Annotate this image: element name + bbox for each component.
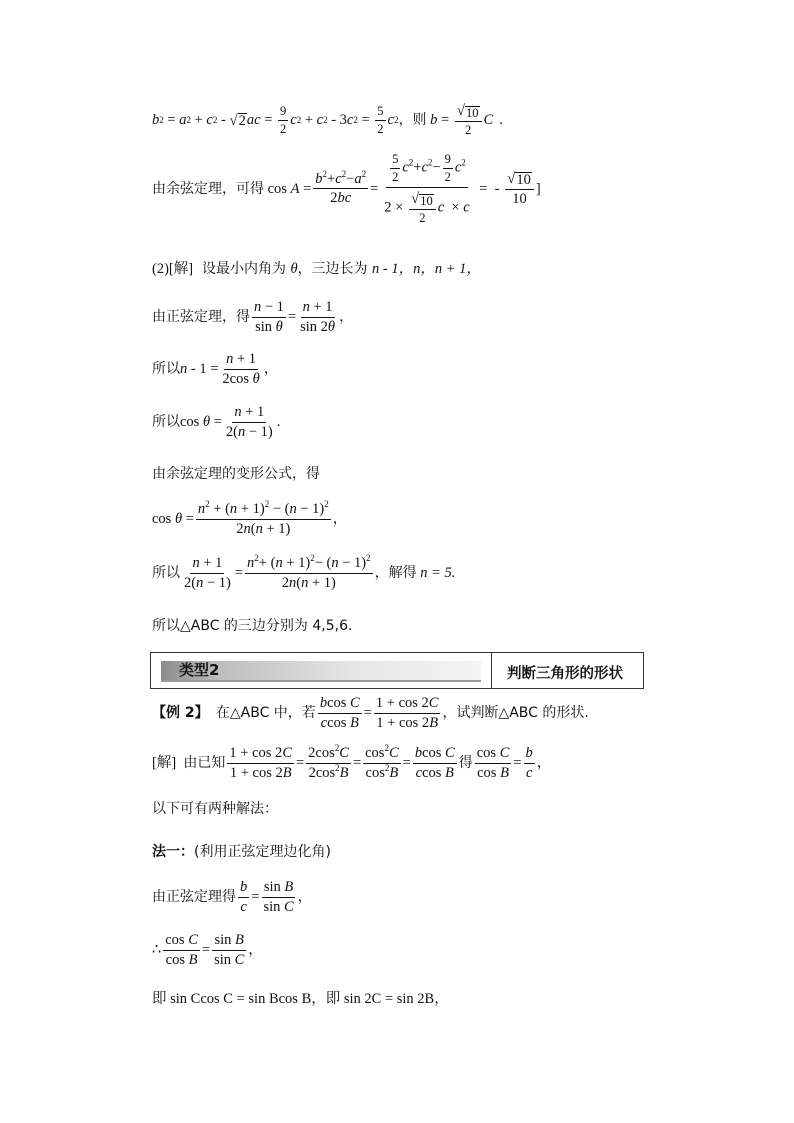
eq-line-4: 由正弦定理，得 $\frac{n - 1}{\text{sin θ}}$ = $\frac{n + 1}{\sin 2\theta}$ ，: [152, 299, 354, 335]
text: n = 5.: [420, 564, 456, 581]
text: 即 sin Ccos C = sin Bcos B，即 sin 2C = sin 2B，: [152, 991, 449, 1007]
text: ]: [535, 180, 541, 197]
eq-line-6: 所以 cos θ = $\frac{n + 1}{2(n - 1)}$ .: [152, 404, 281, 440]
text: .: [499, 112, 503, 128]
text-line-3: (2)[解] 设最小内角为 θ ，三边长为 n - 1，n，n + 1，: [152, 261, 481, 278]
eq-line-9: 所以 $\frac{n + 1}{2(n - 1)}$ = $\frac{n^2+ (n + 1)^2- (n - 1)^2}{2n(n + 1)}$ ，解得 n = 5.: [152, 553, 456, 591]
text: ，: [332, 510, 348, 527]
method-label: 法一：: [152, 844, 194, 860]
eq-line-s3: [152, 992, 449, 1007]
text: 以下可有两种解法：: [152, 801, 278, 817]
method-1-title: [152, 845, 331, 859]
eq-line-2: 由余弦定理，可得 cos A = $\frac{b^2+c^2-a^2}{2bc}$ = $\frac{5}{2}$ $c^2+c^2-$ $\frac{9}{2}$ $c^2$ 2 × √ 10 2 c × c = - √ 10 10 ]: [152, 152, 541, 225]
text: 所以△ABC 的三边分别为 4,5,6.: [152, 618, 353, 634]
eq-line-1: b 2 = a 2 + c 2 - √ 2 ac = $\frac{9}{2}$ c 2 + c 2 - 3 c 2 = $\frac{5}{2}$ c 2 ，则 b = √ 10 2 C .: [152, 103, 503, 137]
text: 在△ABC 中，若: [215, 705, 316, 721]
text: ，: [297, 888, 313, 905]
eq-line-s1: 由正弦定理得 $\frac{b}{c}$ = $\frac{\text{sin B}}{\text{sin C}}$ ，: [152, 879, 313, 915]
text: 得: [458, 755, 473, 771]
text: ，: [248, 941, 263, 958]
text: ，: [536, 754, 552, 771]
text: ，解得: [374, 565, 417, 581]
text: ，则: [398, 112, 427, 129]
text: 由余弦定理的变形公式，得: [152, 466, 320, 482]
text-line-two-methods: [152, 802, 278, 816]
text: ，: [263, 360, 279, 377]
solution-line: [解] 由已知 $\frac{1 + \cos 2C}{1 + \cos 2B}$ = $\frac{2\cos^2C}{2\cos^2B}$ = $\frac{\cos^2C}{\cos^2B}$ = $\frac{\text{bcos C}}{\text{ccos B}}$ 得 $\frac{\text{cos C}}{\text{cos B}}$ = $\frac{b}{c}$ ，: [152, 743, 552, 781]
text: 由正弦定理，得: [152, 309, 250, 325]
banner-bar-underline: [161, 680, 481, 682]
text: (利用正弦定理边化角): [194, 844, 331, 860]
section-banner: [150, 652, 644, 689]
text: ，三边长为: [297, 261, 368, 278]
text: ，试判断△ABC 的形状.: [442, 705, 589, 721]
label: [解]: [152, 754, 177, 771]
banner-badge: 类型2: [179, 661, 220, 679]
text: .: [276, 413, 281, 430]
text: 由余弦定理，可得: [152, 180, 264, 197]
banner-divider: [491, 653, 492, 688]
eq-line-8: cos θ = $\frac{n^2 + (n + 1)^2 - (n - 1)^2}{2n(n + 1)}$ ，: [152, 499, 348, 537]
text: ，: [339, 308, 354, 325]
label: (2)[解]: [152, 261, 194, 277]
banner-title: 判断三角形的形状: [507, 666, 623, 682]
example-2-line: 【例 2】 在△ABC 中，若 $\frac{\text{bcos C}}{\text{ccos B}}$ = $\frac{1 + \cos 2C}{1 + \cos 2B}$ ，试判断△ABC 的形状.: [152, 695, 589, 731]
text-line-7: [152, 467, 320, 481]
text: 所以: [152, 361, 180, 377]
example-tag: 【例 2】: [152, 705, 209, 721]
text: 由正弦定理得: [152, 889, 236, 905]
eq-line-s2: ∴ $\frac{\text{cos C}}{\text{cos B}}$ = $\frac{\text{sin B}}{\text{sin C}}$ ，: [152, 932, 263, 968]
text-line-10: [152, 619, 352, 633]
text: 设最小内角为: [201, 261, 286, 278]
eq-line-5: 所以 n - 1 = $\frac{n + 1}{\text{2cos θ}}$ ，: [152, 351, 279, 387]
text: ∴: [152, 941, 162, 958]
text: 所以: [152, 414, 180, 430]
text: 由已知: [183, 755, 226, 771]
text: 所以: [152, 565, 180, 581]
text: n - 1，n，n + 1，: [372, 261, 481, 277]
